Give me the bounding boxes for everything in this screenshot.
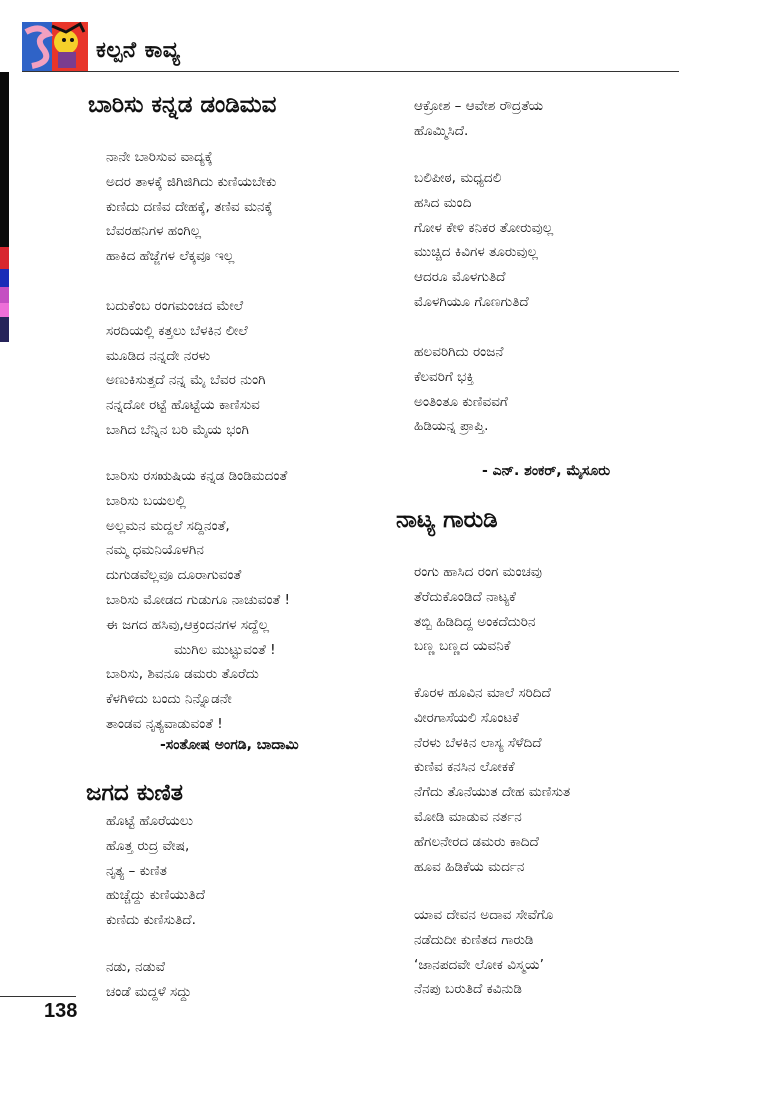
poem-line: ಬಾರಿಸು ಬಯಲಲ್ಲಿ xyxy=(106,492,186,509)
decorative-side-strip xyxy=(0,72,9,342)
poem-line: ಬಣ್ಣ ಬಣ್ಣದ ಯವನಿಕೆ xyxy=(414,638,511,655)
poem-line: ಗೋಳ ಕೇಳಿ ಕನಿಕರ ತೋರುವುಲ್ಲ xyxy=(414,219,554,236)
poem-line: ಹಾಕಿದ ಹೆಜ್ಜೆಗಳ ಲೆಕ್ಕವೂ ಇಲ್ಲ xyxy=(106,248,235,265)
poem-line: ಮೂಡಿದ ನನ್ನದೇ ನರಳು xyxy=(106,347,211,364)
poem-stanza xyxy=(414,94,543,144)
poem-line: ಬಾರಿಸು, ಶಿವನೂ ಡಮರು ತೊರೆದು xyxy=(106,666,259,683)
poem-stanza xyxy=(414,903,553,1002)
poem-line: ನಾನೇ ಬಾರಿಸುವ ವಾದ್ಯಕ್ಕೆ xyxy=(106,149,213,165)
poem-line: ಆದರೂ ಮೊಳಗುತಿದೆ xyxy=(414,269,506,286)
poem-stanza xyxy=(106,294,266,443)
poem-line: ಅಣುಕಿಸುತ್ತದೆ ನನ್ನ ಮೈ ಬೆವರ ನುಂಗಿ xyxy=(106,372,266,389)
poem-line: ‘ಜಾನಪದವೇ ಲೋಕ ವಿಸ್ಮಯ’ xyxy=(414,956,544,973)
poem-line: ಹುಚ್ಚೆದ್ದು ಕುಣಿಯುತಿದೆ xyxy=(106,887,206,904)
poem-author: -ಸಂತೋಷ ಅಂಗಡಿ, ಬಾದಾಮಿ xyxy=(160,737,299,753)
magazine-logo-icon xyxy=(22,22,88,72)
poem-line: ಬಾರಿಸು ರಸಋಷಿಯ ಕನ್ನಡ ಡಿಂಡಿಮದಂತೆ xyxy=(106,468,288,484)
poem-line: ನನ್ನದೋ ರಟ್ಟೆ ಹೊಟ್ಟೆಯ ಕಾಣಿಸುವ xyxy=(106,397,260,414)
poem-line: ಹಲವರಿಗಿದು ರಂಜನೆ xyxy=(414,344,504,360)
poem-title: ಬಾರಿಸು ಕನ್ನಡ ಡಂಡಿಮವ xyxy=(88,92,277,118)
poem-stanza xyxy=(106,809,205,933)
poem-line: ಹಿಡಿಯನ್ನ ಪ್ರಾಪ್ತಿ. xyxy=(414,418,489,435)
poem-stanza xyxy=(106,464,290,737)
poem-line: ಹೊಟ್ಟೆ ಹೊರೆಯಲು xyxy=(106,813,194,829)
poem-line: ಕೆಲವರಿಗೆ ಭಕ್ತಿ xyxy=(414,368,474,385)
poem-line: ರಂಗು ಹಾಸಿದ ರಂಗ ಮಂಚವು xyxy=(414,564,542,580)
poem-line: ಈ ಜಗದ ಹಸಿವು,ಆಕ್ರಂದನಗಳ ಸದ್ದೆಲ್ಲ xyxy=(106,616,270,633)
poem-line: ಹೊಮ್ಮಿಸಿದೆ. xyxy=(414,122,469,139)
poem-line: ನಮ್ಮ ಧಮನಿಯೊಳಗಿನ xyxy=(106,542,204,559)
footer-divider xyxy=(0,996,76,997)
poem-author: - ಎನ್. ಶಂಕರ್, ಮೈಸೂರು xyxy=(482,463,611,479)
section-title: ಕಲ್ಪನೆ ಕಾವ್ಯ xyxy=(96,38,181,63)
poem-stanza xyxy=(414,560,542,659)
poem-line: ಮುಚ್ಚಿದ ಕಿವಿಗಳ ತೂರುವುಲ್ಲ xyxy=(414,244,538,261)
poem-line: ಚಂಡೆ ಮದ್ದಳೆ ಸದ್ದು xyxy=(106,983,192,1000)
poem-line: ಬಾಗಿದ ಬೆನ್ನಿನ ಬರಿ ಮೈಯ ಭಂಗಿ xyxy=(106,421,249,438)
poem-line: ಹೂವ ಹಿಡಿಕೆಯ ಮರ್ದನ xyxy=(414,858,525,875)
poem-line: ಯಾವ ದೇವನ ಅದಾವ ಸೇವೆಗೊ xyxy=(414,907,554,923)
poem-line: ಕುಣಿದು ದಣಿವ ದೇಹಕ್ಕೆ, ತಣಿವ ಮನಕ್ಕೆ xyxy=(106,198,273,215)
page-number: 138 xyxy=(44,1000,78,1022)
poem-line: ಕುಣಿದು ಕುಣಿಸುತಿದೆ. xyxy=(106,912,196,929)
poem-line: ನೃತ್ಯ – ಕುಣಿತ xyxy=(106,862,167,879)
poem-line: ನೆಗೆದು ತೊನೆಯುತ ದೇಹ ಮಣಿಸುತ xyxy=(414,784,571,801)
poem-line: ಮೋಡಿ ಮಾಡುವ ನರ್ತನ xyxy=(414,808,522,825)
poem-line: ನಡೆದುದೀ ಕುಣಿತದ ಗಾರುಡಿ xyxy=(414,931,534,948)
poem-line: ಬದುಕೆಂಬ ರಂಗಮಂಚದ ಮೇಲೆ xyxy=(106,298,244,314)
poem-line: ಸರದಿಯಲ್ಲಿ ಕತ್ತಲು ಬೆಳಕಿನ ಲೀಲೆ xyxy=(106,322,248,339)
poem-title: ನಾಟ್ಯ ಗಾರುಡಿ xyxy=(396,507,498,533)
poem-line: ಅಂತಿಂತೂ ಕುಣಿವವಗೆ xyxy=(414,393,508,410)
poem-stanza xyxy=(414,681,570,879)
poem-stanza xyxy=(414,166,553,315)
poem-line: ತೆರೆದುಕೊಂಡಿದೆ ನಾಟ್ಯಕೆ xyxy=(414,588,516,605)
poem-line: ವೀರಗಾಸೆಯಲಿ ಸೊಂಟಕೆ xyxy=(414,709,519,726)
poem-title: ಜಗದ ಕುಣಿತ xyxy=(86,780,183,806)
poem-line: ನೆರಳು ಬೆಳಕಿನ ಲಾಸ್ಯ ಸೆಳೆದಿದೆ xyxy=(414,734,542,751)
poem-stanza xyxy=(106,145,276,269)
poem-line: ನೆನಪು ಬರುತಿದೆ ಕವಿನುಡಿ xyxy=(414,981,522,998)
poem-line: ಕುಣಿವ ಕನಸಿನ ಲೋಕಕೆ xyxy=(414,759,515,776)
poem-line: ಹೊತ್ತ ರುದ್ರ ವೇಷ, xyxy=(106,837,190,854)
poem-line: ತಾಂಡವ ನೃತ್ಯವಾಡುವಂತೆ ! xyxy=(106,715,223,732)
poem-line: ಹಸಿದ ಮಂದಿ xyxy=(414,194,472,211)
poem-line: ಕೊರಳ ಹೂವಿನ ಮಾಲೆ ಸರಿದಿದೆ xyxy=(414,685,551,701)
poem-line: ಹೆಗಲನೇರದ ಡಮರು ಕಾದಿದೆ xyxy=(414,833,539,850)
poem-line: ಮೊಳಗಿಯೂ ಗೊಣಗುತಿದೆ xyxy=(414,293,529,310)
poem-line: ಅಲ್ಲಮನ ಮದ್ದಲೆ ಸದ್ದಿನಂತೆ, xyxy=(106,517,230,534)
poem-stanza xyxy=(414,340,508,439)
poem-line: ಕೆಳಗಿಳಿದು ಬಂದು ನಿನ್ನೊಡನೇ xyxy=(106,691,232,708)
header-divider xyxy=(22,71,679,72)
poem-line: ದುಗುಡವೆಲ್ಲವೂ ದೂರಾಗುವಂತೆ xyxy=(106,567,242,584)
poem-line: ಬಲಿಪೀಠ, ಮಧ್ಯದಲಿ xyxy=(414,170,502,186)
poem-stanza xyxy=(106,955,192,1005)
poem-line: ನಡು, ನಡುವೆ xyxy=(106,959,165,975)
poem-line: ತಬ್ಬಿ ಹಿಡಿದಿದ್ದ ಅಂಕದೆದುರಿನ xyxy=(414,613,536,630)
poem-line: ಬಾರಿಸು ಮೋಡದ ಗುಡುಗೂ ನಾಚುವಂತೆ ! xyxy=(106,591,290,608)
poem-line: ಬೆವರಹನಿಗಳ ಹಂಗಿಲ್ಲ xyxy=(106,223,202,240)
poem-line: ಮುಗಿಲ ಮುಟ್ಟುವಂತೆ ! xyxy=(174,641,276,658)
poem-line: ಆಕ್ರೋಶ – ಆವೇಶ ರೌದ್ರತೆಯ xyxy=(414,98,544,114)
poem-line: ಅದರ ತಾಳಕ್ಕೆ ಜಿಗಿಜಿಗಿದು ಕುಣಿಯಬೇಕು xyxy=(106,173,277,190)
